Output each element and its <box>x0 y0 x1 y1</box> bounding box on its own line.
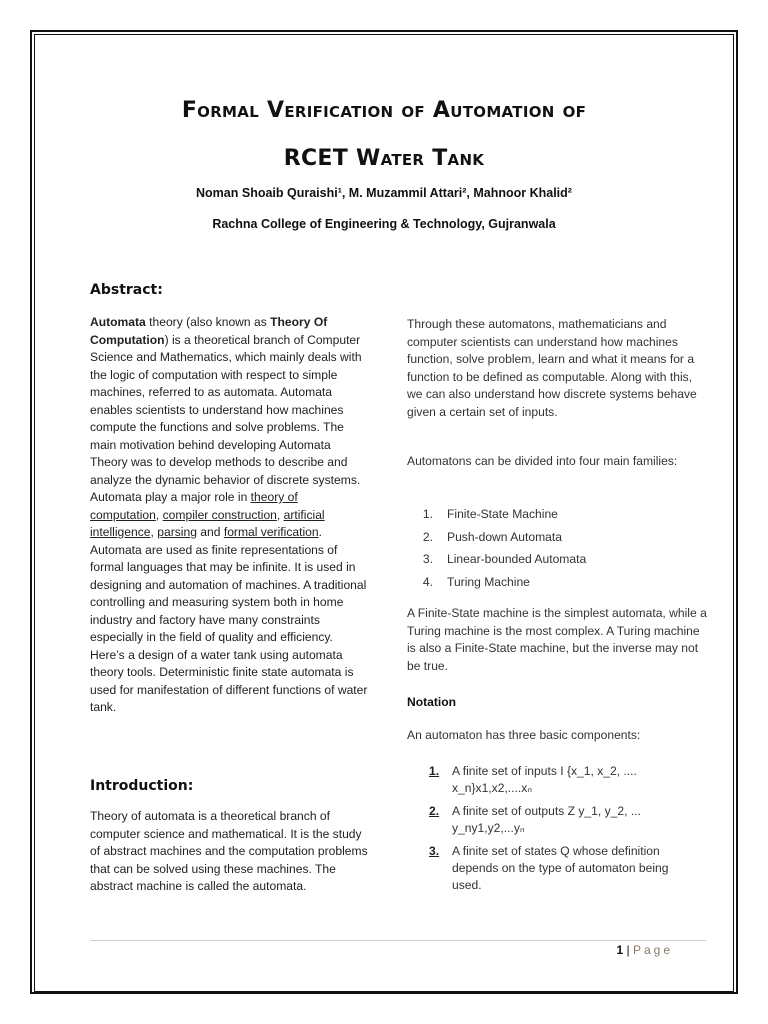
abstract-heading: Abstract: <box>90 282 163 298</box>
link-theory-of-computation[interactable]: theory of computation <box>90 490 298 522</box>
term-automata: Automata <box>90 315 146 329</box>
list-item: 2. Push-down Automata <box>422 529 562 544</box>
notation-heading: Notation <box>407 695 457 709</box>
components-intro-paragraph: An automaton has three basic components: <box>407 728 641 742</box>
footer-divider <box>90 940 706 941</box>
automata-families-list <box>407 503 707 593</box>
list-item: 1. Finite-State Machine <box>422 507 558 521</box>
automata-purpose-paragraph: Through these automatons, mathematicians and computer scientists can understand how machines function, solve problem, learn and what it means for a function to be defined as computable. Along with this, we can also understand how discrete systems behave given a certain set of inputs. <box>407 317 697 419</box>
term-theory-of-computation: Theory Of Computation <box>90 315 328 347</box>
link-artificial-intelligence[interactable]: artificial intelligence <box>90 507 325 539</box>
affiliation: Rachna College of Engineering & Technology, Gujranwala <box>212 217 556 231</box>
component-item-1: 1. A finite set of inputs I {x_1, x_2, .... x_n}x1,x2,....xₙ <box>429 764 637 795</box>
introduction-paragraph: Theory of automata is a theoretical branch of computer science and mathematical. It is the study of abstract machines and the computation problems that can be solved using these machines. The abstract machine is called the automata. <box>90 809 368 893</box>
page-number: 1 <box>616 943 624 957</box>
link-formal-verification[interactable]: formal verification <box>223 525 319 539</box>
authors: Noman Shoaib Quraishi¹, M. Muzammil Attari², Mahnoor Khalid² <box>196 186 572 200</box>
component-item-2: 2. A finite set of outputs Z y_1, y_2, ... y_ny1,y2,...yₙ <box>429 804 641 835</box>
link-compiler-construction[interactable]: compiler construction <box>162 507 277 522</box>
page-footer: 1 | Page <box>616 943 673 957</box>
list-item: 4. Turing Machine <box>422 574 530 589</box>
list-item: 3. Linear-bounded Automata <box>422 552 587 566</box>
families-intro-paragraph: Automatons can be divided into four main families: <box>407 454 678 468</box>
finite-state-paragraph: A Finite-State machine is the simplest automata, while a Turing machine is the most complex. A Turing machine is also a Finite-State machine, but the inverse may not be true. <box>407 606 707 673</box>
component-item-3: 3. A finite set of states Q whose definition depends on the type of automaton being used. <box>429 844 669 892</box>
link-parsing[interactable]: parsing <box>157 525 197 539</box>
page-label: Page <box>632 943 673 957</box>
paper-title-line-2: RCET Water Tank <box>283 146 485 171</box>
abstract-paragraph: Automata theory (also known as Theory Of Computation) is a theoretical branch of Computer Science and Mathematics, which mainly deals with the logic of computation with respect to simple machines, referred to as automata. Automata enables scientists to understand how machines compute the functions and solve problems. The main motivation behind developing Automata Theory was to develop methods to describe and analyze the dynamic behavior of discrete systems. Automata play a major role in theory of computation, compiler construction, artificial intelligence, parsing and formal verification. Automata are used as finite representations of formal languages that may be infinite. It is used in designing and automation of machines. A traditional controlling and measuring system both in home industry and factory have many constraints especially in the field of quality and efficiency. Here’s a design of a water tank using automata theory tools. Deterministic finite state automata is used for manifestation of different functions of water tank. <box>90 315 368 714</box>
paper-title-line-1: Formal Verification of Automation of <box>181 98 587 123</box>
introduction-heading: Introduction: <box>90 778 194 794</box>
